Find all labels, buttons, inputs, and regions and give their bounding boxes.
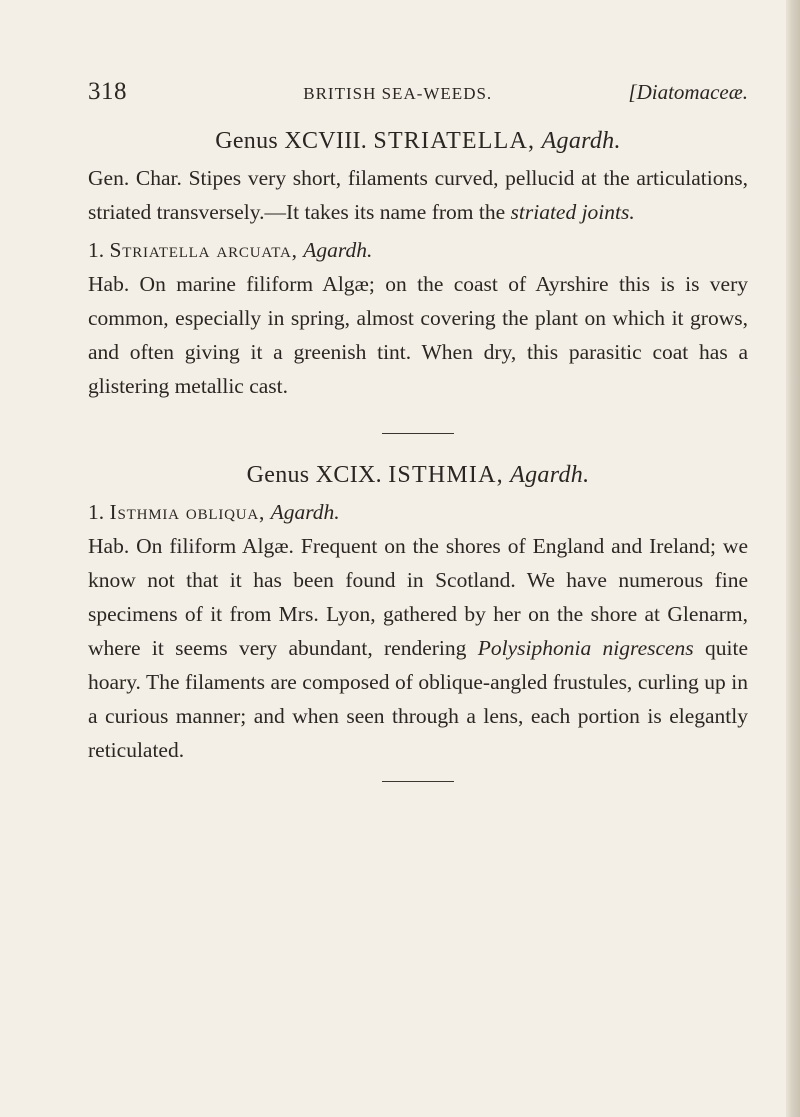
genus-number: Genus XCIX.: [246, 462, 382, 488]
species-name: Striatella arcuata,: [109, 238, 298, 262]
species-number: 1.: [88, 238, 105, 262]
genus-name: STRIATELLA,: [373, 128, 536, 154]
section-divider: [382, 433, 454, 434]
page-edge: [786, 0, 800, 1117]
species-name: Isthmia obliqua,: [109, 500, 266, 524]
genus-name: ISTHMIA,: [388, 462, 504, 488]
genus-heading-isthmia: [88, 462, 748, 489]
species-heading-striatella-arcuata: [88, 233, 748, 267]
genus-authority: Agardh.: [510, 462, 590, 488]
generic-character-text: Gen. Char. Stipes very short, filaments curved, pellucid at the articulations, striated transversely.—It takes its name from the: [88, 166, 748, 224]
running-head: [88, 78, 748, 118]
species-authority: Agardh.: [270, 500, 340, 524]
genus-number: Genus XCVIII.: [215, 128, 368, 154]
generic-character-italic: striated joints.: [510, 200, 635, 224]
species-number: 1.: [88, 500, 105, 524]
end-divider: [382, 781, 454, 782]
species-heading-isthmia-obliqua: [88, 495, 748, 529]
genus-authority: Agardh.: [541, 128, 621, 154]
habitat-text-continued: quite hoary. The filaments are composed of oblique-angled frustules, curling up in a curious manner; and when seen through a lens, each portion is elegantly reticulated.: [88, 636, 749, 762]
book-page: [88, 78, 748, 782]
genus-heading-striatella: [88, 128, 748, 155]
habitat-isthmia: [88, 529, 748, 767]
generic-character: [88, 161, 748, 229]
habitat-italic-species: Polysiphonia nigrescens: [477, 636, 694, 660]
running-title: BRITISH SEA-WEEDS.: [303, 84, 493, 103]
habitat-striatella: Hab. On marine filiform Algæ; on the coast of Ayrshire this is is very common, especially in spring, almost covering the plant on which it grows, and often giving it a greenish tint. When dry, this parasitic coat has a glistering metallic cast.: [88, 272, 748, 398]
species-authority: Agardh.: [303, 238, 373, 262]
running-section: [Diatomaceæ.: [628, 80, 748, 104]
page-number: 318: [88, 78, 127, 105]
habitat-text: Hab. On filiform Algæ. Frequent on the shores of England and Ireland; we know not that it has been found in Scotland. We have numerous fine specimens of it from Mrs. Lyon, gathered by her on the shore at Glenarm, where it seems very abundant, rendering: [88, 534, 748, 660]
